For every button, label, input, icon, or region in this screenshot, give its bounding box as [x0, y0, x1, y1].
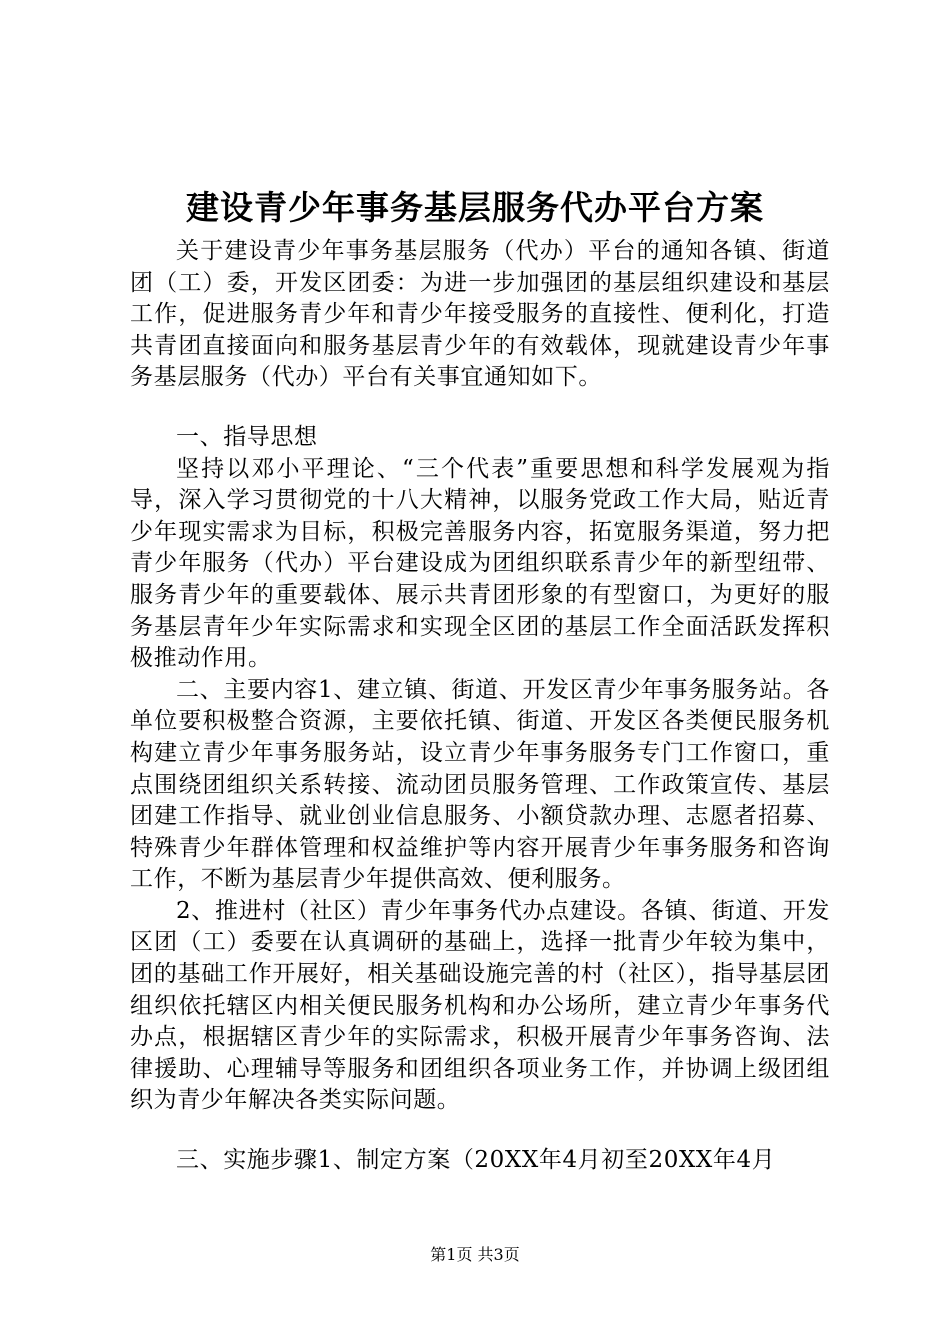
- intro-paragraph: 关于建设青少年事务基层服务（代办）平台的通知各镇、街道团（工）委，开发区团委：为进一步加强团的基层组织建设和基层工作，促进服务青少年和青少年接受服务的直接性、便利化，打造共青团直接面向和服务基层青少年的有效载体，现就建设青少年事务基层服务（代办）平台有关事宜通知如下。: [130, 238, 830, 391]
- guiding-ideology-paragraph: 坚持以邓小平理论、“三个代表”重要思想和科学发展观为指导，深入学习贯彻党的十八大精神，以服务党政工作大局，贴近青少年现实需求为目标，积极完善服务内容，拓宽服务渠道，努力把青少年服务（代办）平台建设成为团组织联系青少年的新型纽带、服务青少年的重要载体、展示共青团形象的有型窗口，为更好的服务基层青年少年实际需求和实现全区团的基层工作全面活跃发挥积极推动作用。: [130, 455, 830, 672]
- page-number: 第1页 共3页: [430, 1245, 520, 1264]
- document-body: [130, 236, 830, 1177]
- document-title: 建设青少年事务基层服务代办平台方案: [186, 188, 764, 227]
- section-heading-guiding-ideology: 一、指导思想: [176, 423, 318, 450]
- service-points-paragraph: 2、推进村（社区）青少年事务代办点建设。各镇、街道、开发区团（工）委要在认真调研的基础上，选择一批青少年较为集中，团的基础工作开展好，相关基础设施完善的村（社区），指导基层团组织依托辖区内相关便民服务机构和办公场所，建立青少年事务代办点，根据辖区青少年的实际需求，积极开展青少年事务咨询、法律援助、心理辅导等服务和团组织各项业务工作，并协调上级团组织为青少年解决各类实际问题。: [130, 897, 830, 1114]
- implementation-steps-paragraph: 三、实施步骤1、制定方案（20XX年4月初至20XX年4月: [176, 1147, 776, 1174]
- main-content-paragraph: 二、主要内容1、建立镇、街道、开发区青少年事务服务站。各单位要积极整合资源，主要依托镇、街道、开发区各类便民服务机构建立青少年事务服务站，设立青少年事务服务专门工作窗口，重点围绕团组织关系转接、流动团员服务管理、工作政策宣传、基层团建工作指导、就业创业信息服务、小额贷款办理、志愿者招募、特殊青少年群体管理和权益维护等内容开展青少年事务服务和咨询工作，不断为基层青少年提供高效、便利服务。: [130, 676, 830, 893]
